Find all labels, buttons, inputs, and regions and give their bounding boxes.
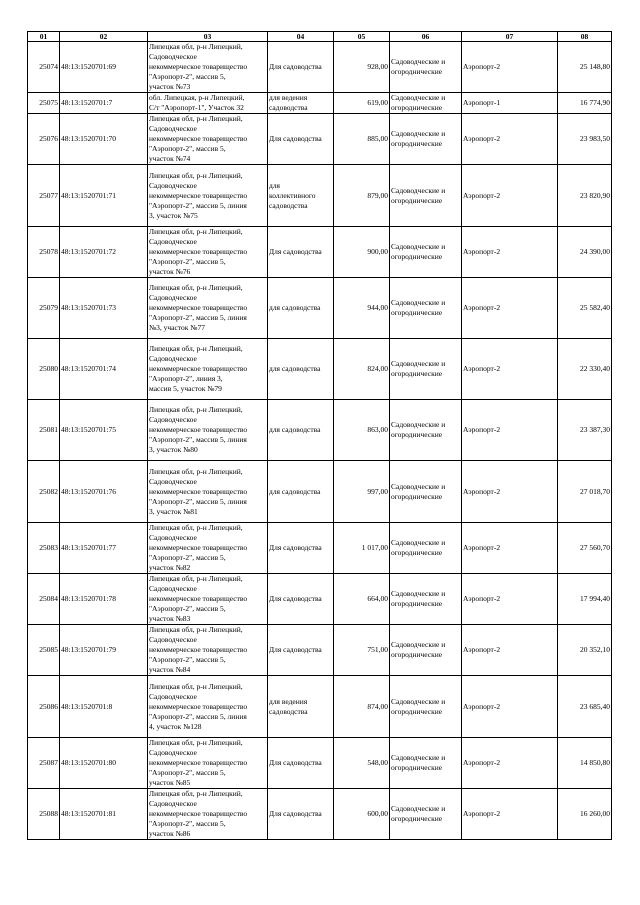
cell-usage-line: Для садоводства	[269, 543, 322, 552]
cell-zone: Аэропорт-2	[462, 789, 558, 840]
cell-id: 25086	[28, 676, 60, 738]
cell-cadastral-number: 48:13:1520701:76	[60, 461, 148, 523]
cell-address	[148, 789, 268, 840]
cell-address-line: Садоводческое	[149, 476, 197, 486]
cell-address-line: некоммерческое товарищество	[149, 364, 248, 373]
cell-address-line: участок №74	[149, 154, 191, 163]
cell-id: 25079	[28, 278, 60, 339]
cell-usage-line: Для садоводства	[269, 758, 322, 767]
cell-address-line: участок №82	[149, 563, 191, 572]
cell-zone: Аэропорт-2	[462, 523, 558, 574]
cell-category	[390, 93, 462, 114]
cell-usage-line: Для садоводства	[269, 645, 322, 654]
cell-value: 23 685,40	[558, 676, 612, 738]
cell-address-line: некоммерческое товарищество	[149, 425, 248, 434]
cell-address-line: "Аэропорт-2", массив 5,	[149, 655, 226, 664]
cell-category	[390, 165, 462, 227]
table-row	[28, 278, 612, 339]
cell-area: 664,00	[334, 574, 390, 625]
column-header-02: 02	[60, 32, 148, 42]
cell-address	[148, 339, 268, 400]
column-header-04: 04	[268, 32, 334, 42]
cell-area: 879,00	[334, 165, 390, 227]
cell-category-line: Садоводческие и	[391, 804, 446, 813]
cell-value: 23 820,90	[558, 165, 612, 227]
cell-usage-line: Для садоводства	[269, 134, 322, 143]
cell-category-line: огороднические	[391, 763, 443, 772]
cell-value: 25 148,80	[558, 42, 612, 93]
cell-usage	[268, 278, 334, 339]
cell-usage	[268, 42, 334, 93]
cell-id: 25076	[28, 114, 60, 165]
cell-area: 928,00	[334, 42, 390, 93]
cell-address-line: Липецкая обл, р-н Липецкий,	[149, 574, 243, 583]
table-body	[28, 42, 612, 840]
column-header-07: 07	[462, 32, 558, 42]
cell-address-line: Садоводческое	[149, 52, 197, 61]
cell-address-line: Липецкая обл, р-н Липецкий,	[149, 789, 243, 798]
cell-zone: Аэропорт-2	[462, 574, 558, 625]
cell-address	[148, 278, 268, 339]
cell-cadastral-number: 48:13:1520701:7	[60, 93, 148, 114]
cell-category-line: огороднические	[391, 548, 443, 557]
cell-address	[148, 227, 268, 278]
cell-zone: Аэропорт-2	[462, 165, 558, 227]
cell-address-line: участок №83	[149, 614, 191, 623]
table-row	[28, 400, 612, 461]
cell-category-line: огороднические	[391, 430, 443, 439]
cell-category-line: огороднические	[391, 308, 443, 317]
cell-cadastral-number: 48:13:1520701:71	[60, 165, 148, 227]
cell-address-line: Садоводческое	[149, 354, 197, 363]
cell-address-line: Садоводческое	[149, 415, 197, 424]
cell-address	[148, 114, 268, 165]
cell-address-line: Садоводческое	[149, 635, 197, 644]
cell-zone: Аэропорт-2	[462, 42, 558, 93]
cell-cadastral-number: 48:13:1520701:73	[60, 278, 148, 339]
cell-address-line: "Аэропорт-2", массив 5,	[149, 553, 226, 562]
cell-address-line: 3, участок №80	[149, 445, 198, 454]
cell-usage	[268, 93, 334, 114]
cell-address-line: некоммерческое товарищество	[149, 594, 248, 603]
cell-area: 997,00	[334, 461, 390, 523]
cell-category-line: огороднические	[391, 814, 443, 823]
cell-usage	[268, 227, 334, 278]
cell-address-line: Садоводческое	[149, 533, 197, 542]
cell-value: 23 983,50	[558, 114, 612, 165]
cell-category-line: Садоводческие и	[391, 298, 446, 307]
cell-address-line: С/т "Аэропорт-1", Участок 32	[149, 103, 244, 112]
table-row	[28, 461, 612, 523]
cell-value: 17 994,40	[558, 574, 612, 625]
cell-address-line: участок №86	[149, 829, 191, 838]
cell-usage	[268, 574, 334, 625]
cell-category-line: Садоводческие и	[391, 420, 446, 429]
cell-value: 20 352,10	[558, 625, 612, 676]
cell-value: 23 387,30	[558, 400, 612, 461]
cell-cadastral-number: 48:13:1520701:79	[60, 625, 148, 676]
cell-address-line: "Аэропорт-2", массив 5, линия	[149, 200, 247, 210]
cell-category	[390, 227, 462, 278]
cell-address-line: №3, участок №77	[149, 323, 205, 332]
column-header-08: 08	[558, 32, 612, 42]
cell-zone: Аэропорт-2	[462, 227, 558, 278]
cell-address-line: некоммерческое товарищество	[149, 190, 248, 200]
cell-category-line: огороднические	[391, 252, 443, 261]
cell-address	[148, 574, 268, 625]
cell-zone: Аэропорт-2	[462, 114, 558, 165]
table-row	[28, 523, 612, 574]
cell-address-line: Садоводческое	[149, 799, 197, 808]
cell-category	[390, 339, 462, 400]
cell-category	[390, 114, 462, 165]
table-row	[28, 42, 612, 93]
cell-usage	[268, 400, 334, 461]
cell-id: 25084	[28, 574, 60, 625]
cell-category-line: Садоводческие и	[391, 242, 446, 251]
table-row	[28, 93, 612, 114]
table-row	[28, 165, 612, 227]
cell-area: 600,00	[334, 789, 390, 840]
cell-category	[390, 461, 462, 523]
cell-address-line: некоммерческое товарищество	[149, 486, 248, 496]
cell-address-line: Садоводческое	[149, 748, 197, 757]
cell-category	[390, 789, 462, 840]
cell-address	[148, 400, 268, 461]
cell-category-line: огороднические	[391, 599, 443, 608]
column-header-05: 05	[334, 32, 390, 42]
cell-usage	[268, 165, 334, 227]
cell-usage-line: садоводства	[269, 706, 308, 716]
cell-value: 16 774,90	[558, 93, 612, 114]
cell-address	[148, 165, 268, 227]
table-row	[28, 676, 612, 738]
cell-address-line: Липецкая обл, р-н Липецкий,	[149, 344, 243, 353]
cell-address-line: Садоводческое	[149, 124, 197, 133]
cell-area: 824,00	[334, 339, 390, 400]
cell-id: 25083	[28, 523, 60, 574]
cell-address-line: 3, участок №81	[149, 506, 198, 516]
cell-area: 944,00	[334, 278, 390, 339]
cell-category-line: огороднические	[391, 139, 443, 148]
cell-category	[390, 400, 462, 461]
cell-address-line: "Аэропорт-2", массив 5,	[149, 768, 226, 777]
cell-category-line: Садоводческие и	[391, 481, 446, 491]
cell-category-line: Садоводческие и	[391, 93, 446, 102]
cell-usage-line: Для садоводства	[269, 809, 322, 818]
cell-category-line: Садоводческие и	[391, 185, 446, 195]
cell-address-line: "Аэропорт-2", массив 5, линия	[149, 496, 247, 506]
cell-usage-line: для садоводства	[269, 303, 321, 312]
cell-cadastral-number: 48:13:1520701:69	[60, 42, 148, 93]
table-row	[28, 114, 612, 165]
cell-usage-line: Для садоводства	[269, 247, 322, 256]
cell-address-line: некоммерческое товарищество	[149, 809, 248, 818]
cell-address-line: "Аэропорт-2", линия 3,	[149, 374, 223, 383]
cell-address	[148, 625, 268, 676]
cell-usage-line: для садоводства	[269, 486, 321, 496]
cell-area: 619,00	[334, 93, 390, 114]
cell-address-line: "Аэропорт-2", массив 5,	[149, 604, 226, 613]
cell-address-line: Липецкая обл, р-н Липецкий,	[149, 170, 243, 180]
table-row	[28, 227, 612, 278]
cell-value: 27 018,70	[558, 461, 612, 523]
cadastral-value-table	[27, 31, 612, 840]
cell-category-line: огороднические	[391, 195, 443, 205]
cell-address	[148, 676, 268, 738]
cell-address-line: некоммерческое товарищество	[149, 303, 248, 312]
cell-zone: Аэропорт-2	[462, 625, 558, 676]
cell-address-line: Липецкая обл, р-н Липецкий,	[149, 42, 243, 51]
cell-area: 863,00	[334, 400, 390, 461]
cell-usage-line: садоводства	[269, 200, 308, 210]
cell-usage	[268, 789, 334, 840]
cell-value: 24 390,00	[558, 227, 612, 278]
cell-address-line: некоммерческое товарищество	[149, 247, 248, 256]
cell-category-line: огороднические	[391, 67, 443, 76]
cell-usage	[268, 114, 334, 165]
cell-zone: Аэропорт-2	[462, 339, 558, 400]
cell-address-line: участок №84	[149, 665, 191, 674]
cell-usage-line: коллективного	[269, 190, 316, 200]
cell-address-line: Липецкая обл, р-н Липецкий,	[149, 681, 243, 691]
table-header	[28, 32, 612, 42]
cell-address-line: Липецкая обл, р-н Липецкий,	[149, 114, 243, 123]
cell-id: 25082	[28, 461, 60, 523]
cell-usage-line: Для садоводства	[269, 594, 322, 603]
cell-usage-line: для	[269, 180, 281, 190]
cell-category	[390, 523, 462, 574]
cell-cadastral-number: 48:13:1520701:72	[60, 227, 148, 278]
cell-address-line: 4, участок №128	[149, 721, 202, 731]
cell-address-line: Липецкая обл, р-н Липецкий,	[149, 227, 243, 236]
cell-address-line: Садоводческое	[149, 691, 197, 701]
column-header-06: 06	[390, 32, 462, 42]
cell-address-line: участок №85	[149, 778, 191, 787]
header-row	[28, 32, 612, 42]
cell-usage-line: Для садоводства	[269, 62, 322, 71]
cell-category-line: Садоводческие и	[391, 129, 446, 138]
cell-id: 25075	[28, 93, 60, 114]
cell-zone: Аэропорт-2	[462, 400, 558, 461]
cell-cadastral-number: 48:13:1520701:70	[60, 114, 148, 165]
cell-address-line: Липецкая обл, р-н Липецкий,	[149, 738, 243, 747]
cell-cadastral-number: 48:13:1520701:8	[60, 676, 148, 738]
cell-usage	[268, 523, 334, 574]
cell-usage-line: для ведения	[269, 93, 308, 102]
cell-usage	[268, 625, 334, 676]
cell-address-line: некоммерческое товарищество	[149, 758, 248, 767]
cell-zone: Аэропорт-1	[462, 93, 558, 114]
column-header-03: 03	[148, 32, 268, 42]
cell-value: 14 850,80	[558, 738, 612, 789]
cell-value: 27 560,70	[558, 523, 612, 574]
cell-id: 25077	[28, 165, 60, 227]
cell-category-line: Садоводческие и	[391, 57, 446, 66]
cell-address	[148, 523, 268, 574]
cell-area: 900,00	[334, 227, 390, 278]
cell-area: 548,00	[334, 738, 390, 789]
cell-zone: Аэропорт-2	[462, 738, 558, 789]
cell-id: 25081	[28, 400, 60, 461]
cell-address-line: Липецкая обл, р-н Липецкий,	[149, 625, 243, 634]
cell-id: 25080	[28, 339, 60, 400]
cell-id: 25074	[28, 42, 60, 93]
cell-address-line: участок №73	[149, 82, 191, 91]
cell-address-line: участок №76	[149, 267, 191, 276]
cell-category	[390, 738, 462, 789]
cell-category-line: огороднические	[391, 491, 443, 501]
cell-cadastral-number: 48:13:1520701:80	[60, 738, 148, 789]
cell-address-line: Липецкая обл, р-н Липецкий,	[149, 405, 243, 414]
cell-address	[148, 461, 268, 523]
cell-address-line: "Аэропорт-2", массив 5, линия	[149, 711, 247, 721]
cell-address-line: 3, участок №75	[149, 210, 198, 220]
cell-usage	[268, 339, 334, 400]
cell-address	[148, 93, 268, 114]
table-row	[28, 339, 612, 400]
cell-value: 22 330,40	[558, 339, 612, 400]
cell-area: 1 017,00	[334, 523, 390, 574]
cell-category-line: Садоводческие и	[391, 359, 446, 368]
cell-category-line: огороднические	[391, 369, 443, 378]
table-row	[28, 625, 612, 676]
cell-category-line: огороднические	[391, 706, 443, 716]
cell-category	[390, 676, 462, 738]
cell-address-line: массив 5, участок №79	[149, 384, 222, 393]
cell-address-line: Липецкая обл, р-н Липецкий,	[149, 466, 243, 476]
cell-id: 25085	[28, 625, 60, 676]
cell-category-line: огороднические	[391, 103, 443, 112]
cell-address-line: обл. Липецкая, р-н Липецкий,	[149, 93, 245, 102]
cell-category	[390, 278, 462, 339]
cell-cadastral-number: 48:13:1520701:78	[60, 574, 148, 625]
cell-address-line: "Аэропорт-2", массив 5,	[149, 72, 226, 81]
cell-address-line: "Аэропорт-2", массив 5,	[149, 819, 226, 828]
cell-address-line: некоммерческое товарищество	[149, 134, 248, 143]
cell-address-line: Липецкая обл, р-н Липецкий,	[149, 523, 243, 532]
cell-address-line: "Аэропорт-2", массив 5, линия	[149, 435, 247, 444]
cell-area: 885,00	[334, 114, 390, 165]
cell-address-line: некоммерческое товарищество	[149, 701, 248, 711]
cell-usage	[268, 676, 334, 738]
cell-address-line: "Аэропорт-2", массив 5, линия	[149, 313, 247, 322]
cell-cadastral-number: 48:13:1520701:75	[60, 400, 148, 461]
column-header-01: 01	[28, 32, 60, 42]
cell-address-line: некоммерческое товарищество	[149, 645, 248, 654]
cell-category	[390, 625, 462, 676]
cell-address-line: "Аэропорт-2", массив 5,	[149, 144, 226, 153]
cell-address-line: Садоводческое	[149, 237, 197, 246]
cell-id: 25087	[28, 738, 60, 789]
cell-address-line: Садоводческое	[149, 293, 197, 302]
cell-address-line: некоммерческое товарищество	[149, 62, 248, 71]
cell-area: 874,00	[334, 676, 390, 738]
cell-area: 751,00	[334, 625, 390, 676]
cell-address	[148, 738, 268, 789]
cell-address-line: некоммерческое товарищество	[149, 543, 248, 552]
cell-usage-line: для ведения	[269, 696, 308, 706]
cell-address-line: Липецкая обл, р-н Липецкий,	[149, 283, 243, 292]
cell-value: 16 260,00	[558, 789, 612, 840]
cell-usage	[268, 738, 334, 789]
cell-category-line: Садоводческие и	[391, 589, 446, 598]
cell-usage-line: садоводства	[269, 103, 308, 112]
cell-category-line: Садоводческие и	[391, 696, 446, 706]
cell-id: 25088	[28, 789, 60, 840]
cell-address-line: "Аэропорт-2", массив 5,	[149, 257, 226, 266]
cell-category-line: Садоводческие и	[391, 640, 446, 649]
cell-usage	[268, 461, 334, 523]
cell-usage-line: для садоводства	[269, 364, 321, 373]
table-row	[28, 574, 612, 625]
cell-address-line: Садоводческое	[149, 584, 197, 593]
cell-category-line: Садоводческие и	[391, 753, 446, 762]
cell-category-line: огороднические	[391, 650, 443, 659]
cell-category	[390, 574, 462, 625]
cell-zone: Аэропорт-2	[462, 676, 558, 738]
table-row	[28, 738, 612, 789]
cell-zone: Аэропорт-2	[462, 278, 558, 339]
table-row	[28, 789, 612, 840]
cell-cadastral-number: 48:13:1520701:74	[60, 339, 148, 400]
cell-address	[148, 42, 268, 93]
cell-value: 25 582,40	[558, 278, 612, 339]
cell-zone: Аэропорт-2	[462, 461, 558, 523]
cell-cadastral-number: 48:13:1520701:77	[60, 523, 148, 574]
cell-category	[390, 42, 462, 93]
cell-address-line: Садоводческое	[149, 180, 197, 190]
cell-id: 25078	[28, 227, 60, 278]
cell-usage-line: для садоводства	[269, 425, 321, 434]
cell-cadastral-number: 48:13:1520701:81	[60, 789, 148, 840]
cell-category-line: Садоводческие и	[391, 538, 446, 547]
